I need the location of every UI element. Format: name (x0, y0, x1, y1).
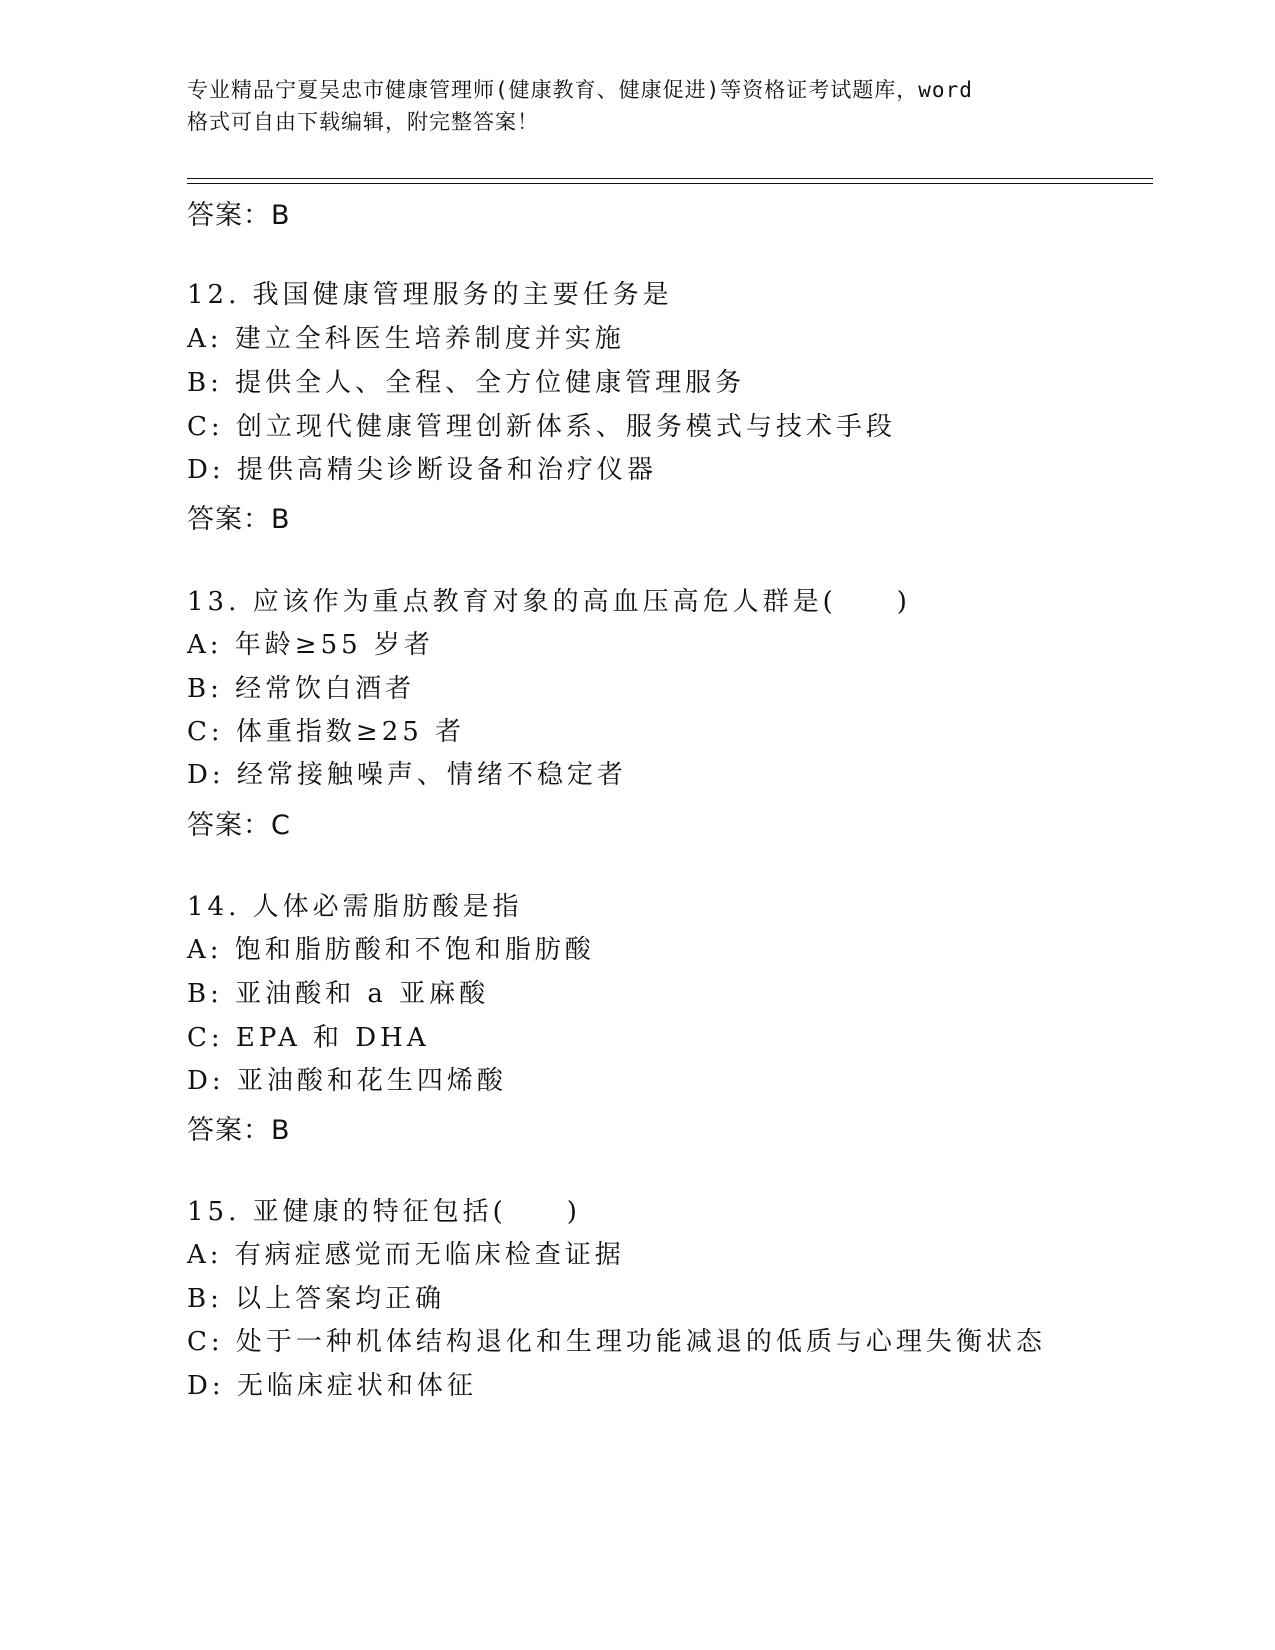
option-b: B: 经常饮白酒者 (187, 674, 416, 704)
option-c: C: 处于一种机体结构退化和生理功能减退的低质与心理失衡状态 (187, 1327, 1046, 1357)
option-a: A: 年龄≥55 岁者 (187, 630, 434, 660)
option-a: A: 有病症感觉而无临床检查证据 (187, 1240, 625, 1270)
option-c: C: 创立现代健康管理创新体系、服务模式与技术手段 (187, 412, 896, 442)
option-a: A: 饱和脂肪酸和不饱和脂肪酸 (187, 935, 595, 965)
header-line-2: 格式可自由下载编辑，附完整答案！ (187, 110, 539, 134)
previous-answer: 答案：B (187, 200, 291, 231)
question-stem: 15. 亚健康的特征包括( ) (187, 1197, 581, 1227)
option-c: C: EPA 和 DHA (187, 1023, 430, 1053)
option-b: B: 提供全人、全程、全方位健康管理服务 (187, 368, 746, 398)
option-c: C: 体重指数≥25 者 (187, 717, 466, 747)
answer: 答案：C (187, 810, 291, 841)
header-line-1: 专业精品宁夏吴忠市健康管理师(健康教育、健康促进)等资格证考试题库，word (187, 78, 973, 102)
answer: 答案：B (187, 1115, 291, 1146)
option-d: D: 无临床症状和体征 (187, 1371, 477, 1401)
question-stem: 13. 应该作为重点教育对象的高血压高危人群是( ) (187, 587, 911, 617)
option-d: D: 提供高精尖诊断设备和治疗仪器 (187, 455, 657, 485)
option-d: D: 经常接触噪声、情绪不稳定者 (187, 760, 627, 790)
option-b: B: 亚油酸和 a 亚麻酸 (187, 979, 490, 1009)
question-stem: 14. 人体必需脂肪酸是指 (187, 892, 523, 922)
header-divider-top (187, 178, 1153, 179)
header-divider-bottom (187, 183, 1153, 184)
option-b: B: 以上答案均正确 (187, 1284, 446, 1314)
answer: 答案：B (187, 504, 291, 535)
question-stem: 12. 我国健康管理服务的主要任务是 (187, 280, 673, 310)
option-a: A: 建立全科医生培养制度并实施 (187, 324, 625, 354)
document-header (187, 74, 1067, 138)
option-d: D: 亚油酸和花生四烯酸 (187, 1066, 507, 1096)
